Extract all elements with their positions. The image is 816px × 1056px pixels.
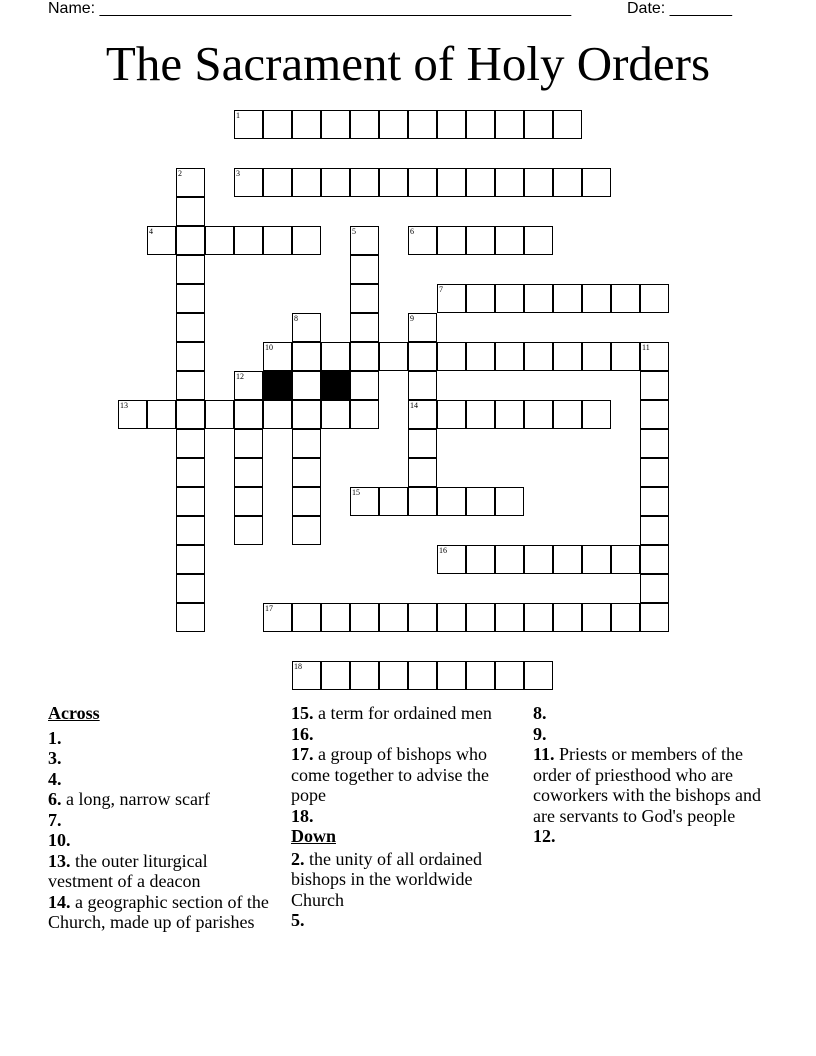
- grid-cell[interactable]: [640, 400, 669, 429]
- grid-cell[interactable]: [408, 313, 437, 342]
- grid-cell[interactable]: [408, 168, 437, 197]
- grid-cell[interactable]: [379, 487, 408, 516]
- down-clue: [533, 826, 763, 847]
- grid-cell[interactable]: [408, 458, 437, 487]
- clue-number: 6: [410, 227, 414, 236]
- clue-column-1: [48, 703, 276, 933]
- grid-cell[interactable]: [234, 110, 263, 139]
- grid-cell[interactable]: [350, 487, 379, 516]
- grid-cell[interactable]: [350, 661, 379, 690]
- clue-number: 16.: [291, 723, 314, 744]
- clue-text: a term for ordained men: [313, 703, 492, 723]
- black-square: [321, 371, 350, 400]
- down-clue: [533, 703, 763, 724]
- grid-cell[interactable]: [263, 226, 292, 255]
- clue-number: 2: [178, 169, 182, 178]
- across-heading: Across: [48, 703, 100, 723]
- grid-cell[interactable]: [582, 545, 611, 574]
- grid-cell[interactable]: [524, 110, 553, 139]
- grid-cell[interactable]: [640, 574, 669, 603]
- grid-cell[interactable]: [437, 168, 466, 197]
- grid-cell[interactable]: [292, 400, 321, 429]
- grid-cell[interactable]: [292, 603, 321, 632]
- grid-cell[interactable]: [437, 603, 466, 632]
- grid-cell[interactable]: [495, 487, 524, 516]
- grid-cell[interactable]: [176, 168, 205, 197]
- grid-cell[interactable]: [582, 603, 611, 632]
- grid-cell[interactable]: [176, 284, 205, 313]
- across-clue: [291, 744, 519, 806]
- grid-cell[interactable]: [321, 603, 350, 632]
- grid-cell[interactable]: [147, 226, 176, 255]
- grid-cell[interactable]: [176, 255, 205, 284]
- clue-number: 11.: [533, 744, 555, 764]
- grid-cell[interactable]: [263, 168, 292, 197]
- grid-cell[interactable]: [379, 603, 408, 632]
- grid-cell[interactable]: [292, 661, 321, 690]
- clue-number: 4.: [48, 768, 62, 789]
- grid-cell[interactable]: [292, 110, 321, 139]
- grid-cell[interactable]: [176, 574, 205, 603]
- clue-text: Priests or members of the order of priesthood who are coworkers with the bishops and are servants to God's people: [533, 744, 761, 826]
- grid-cell[interactable]: [176, 603, 205, 632]
- grid-cell[interactable]: [234, 429, 263, 458]
- grid-cell[interactable]: [466, 661, 495, 690]
- across-clue: [48, 789, 276, 810]
- grid-cell[interactable]: [640, 545, 669, 574]
- grid-cell[interactable]: [524, 603, 553, 632]
- grid-cell[interactable]: [640, 371, 669, 400]
- grid-cell[interactable]: [408, 371, 437, 400]
- grid-cell[interactable]: [118, 400, 147, 429]
- grid-cell[interactable]: [553, 342, 582, 371]
- clue-number: 18.: [291, 805, 314, 826]
- grid-cell[interactable]: [234, 516, 263, 545]
- clue-text: the unity of all ordained bishops in the worldwide Church: [291, 848, 482, 910]
- grid-cell[interactable]: [321, 168, 350, 197]
- grid-cell[interactable]: [234, 168, 263, 197]
- across-clue: [48, 748, 276, 769]
- grid-cell[interactable]: [350, 400, 379, 429]
- grid-cell[interactable]: [350, 168, 379, 197]
- grid-cell[interactable]: [582, 168, 611, 197]
- clue-number: 5.: [291, 910, 305, 930]
- grid-cell[interactable]: [292, 168, 321, 197]
- grid-cell[interactable]: [176, 342, 205, 371]
- grid-cell[interactable]: [640, 342, 669, 371]
- grid-cell[interactable]: [408, 487, 437, 516]
- grid-cell[interactable]: [466, 226, 495, 255]
- clue-number: 11: [642, 343, 650, 352]
- grid-cell[interactable]: [408, 429, 437, 458]
- grid-cell[interactable]: [408, 110, 437, 139]
- grid-cell[interactable]: [176, 429, 205, 458]
- grid-cell[interactable]: [292, 429, 321, 458]
- across-clue: [291, 806, 519, 827]
- grid-cell[interactable]: [292, 226, 321, 255]
- grid-cell[interactable]: [350, 110, 379, 139]
- grid-cell[interactable]: [524, 400, 553, 429]
- grid-cell[interactable]: [640, 487, 669, 516]
- grid-cell[interactable]: [350, 226, 379, 255]
- grid-cell[interactable]: [466, 284, 495, 313]
- grid-cell[interactable]: [408, 400, 437, 429]
- down-clue: [291, 910, 519, 931]
- grid-cell[interactable]: [582, 342, 611, 371]
- grid-cell[interactable]: [234, 226, 263, 255]
- grid-cell[interactable]: [640, 429, 669, 458]
- grid-cell[interactable]: [350, 255, 379, 284]
- grid-cell[interactable]: [437, 284, 466, 313]
- down-clue: [291, 849, 519, 911]
- grid-cell[interactable]: [176, 516, 205, 545]
- grid-cell[interactable]: [466, 342, 495, 371]
- across-clue: [48, 892, 276, 933]
- grid-cell[interactable]: [176, 458, 205, 487]
- grid-cell[interactable]: [437, 661, 466, 690]
- clue-text: the outer liturgical vestment of a deacon: [48, 850, 208, 891]
- clue-column-3: [533, 703, 763, 847]
- grid-cell[interactable]: [466, 110, 495, 139]
- grid-cell[interactable]: [437, 487, 466, 516]
- grid-cell[interactable]: [234, 487, 263, 516]
- clue-number: 8: [294, 314, 298, 323]
- across-clue: [291, 703, 519, 724]
- clue-text: a long, narrow scarf: [61, 789, 210, 809]
- grid-cell[interactable]: [292, 487, 321, 516]
- grid-cell[interactable]: [640, 458, 669, 487]
- grid-cell[interactable]: [176, 400, 205, 429]
- grid-cell[interactable]: [524, 545, 553, 574]
- down-clue: [533, 744, 763, 826]
- grid-cell[interactable]: [350, 284, 379, 313]
- grid-cell[interactable]: [611, 545, 640, 574]
- clue-number: 12.: [533, 826, 556, 846]
- grid-cell[interactable]: [379, 168, 408, 197]
- clue-number: 4: [149, 227, 153, 236]
- clue-number: 6.: [48, 789, 62, 809]
- grid-cell[interactable]: [292, 371, 321, 400]
- grid-cell[interactable]: [263, 603, 292, 632]
- clue-text: a geographic section of the Church, made up of parishes: [48, 891, 269, 932]
- grid-cell[interactable]: [466, 603, 495, 632]
- clue-number: 17.: [291, 744, 314, 764]
- grid-cell[interactable]: [495, 342, 524, 371]
- clue-number: 15.: [291, 703, 314, 723]
- clue-number: 5: [352, 227, 356, 236]
- grid-cell[interactable]: [321, 661, 350, 690]
- grid-cell[interactable]: [350, 313, 379, 342]
- grid-cell[interactable]: [611, 603, 640, 632]
- grid-cell[interactable]: [147, 400, 176, 429]
- grid-cell[interactable]: [234, 371, 263, 400]
- grid-cell[interactable]: [466, 545, 495, 574]
- across-clue: [48, 728, 276, 749]
- clue-number: 18: [294, 662, 302, 671]
- down-heading: Down: [291, 826, 337, 846]
- clue-number: 16: [439, 546, 447, 555]
- grid-cell[interactable]: [437, 400, 466, 429]
- grid-cell[interactable]: [292, 313, 321, 342]
- grid-cell[interactable]: [524, 168, 553, 197]
- grid-cell[interactable]: [408, 603, 437, 632]
- grid-cell[interactable]: [234, 458, 263, 487]
- grid-cell[interactable]: [321, 342, 350, 371]
- name-field[interactable]: Name: _____________________________________________________: [48, 0, 572, 17]
- grid-cell[interactable]: [437, 545, 466, 574]
- grid-cell[interactable]: [437, 342, 466, 371]
- grid-cell[interactable]: [379, 110, 408, 139]
- grid-cell[interactable]: [379, 342, 408, 371]
- grid-cell[interactable]: [611, 284, 640, 313]
- grid-cell[interactable]: [263, 342, 292, 371]
- clue-number: 2.: [291, 848, 305, 869]
- grid-cell[interactable]: [495, 284, 524, 313]
- clue-number: 9: [410, 314, 414, 323]
- grid-cell[interactable]: [234, 400, 263, 429]
- clue-number: 7: [439, 285, 443, 294]
- grid-cell[interactable]: [553, 603, 582, 632]
- grid-cell[interactable]: [321, 110, 350, 139]
- grid-cell[interactable]: [263, 400, 292, 429]
- grid-cell[interactable]: [263, 110, 292, 139]
- across-clue: [48, 851, 276, 892]
- grid-cell[interactable]: [176, 487, 205, 516]
- grid-cell[interactable]: [292, 516, 321, 545]
- clue-number: 14: [410, 401, 418, 410]
- grid-cell[interactable]: [495, 226, 524, 255]
- grid-cell[interactable]: [640, 516, 669, 545]
- clue-number: 10: [265, 343, 273, 352]
- grid-cell[interactable]: [553, 110, 582, 139]
- clue-number: 9.: [533, 723, 547, 744]
- grid-cell[interactable]: [582, 400, 611, 429]
- clue-number: 12: [236, 372, 244, 381]
- grid-cell[interactable]: [553, 545, 582, 574]
- clue-number: 3: [236, 169, 240, 178]
- grid-cell[interactable]: [205, 226, 234, 255]
- grid-cell[interactable]: [176, 197, 205, 226]
- down-clue: [533, 724, 763, 745]
- across-clue: [48, 769, 276, 790]
- grid-cell[interactable]: [466, 487, 495, 516]
- clue-number: 3.: [48, 748, 62, 768]
- grid-cell[interactable]: [437, 110, 466, 139]
- grid-cell[interactable]: [466, 400, 495, 429]
- clue-number: 8.: [533, 703, 547, 723]
- grid-cell[interactable]: [553, 400, 582, 429]
- grid-cell[interactable]: [553, 168, 582, 197]
- grid-cell[interactable]: [495, 400, 524, 429]
- grid-cell[interactable]: [495, 168, 524, 197]
- grid-cell[interactable]: [640, 603, 669, 632]
- grid-cell[interactable]: [524, 661, 553, 690]
- grid-cell[interactable]: [350, 603, 379, 632]
- clue-number: 1: [236, 111, 240, 120]
- grid-cell[interactable]: [176, 226, 205, 255]
- across-clue: [291, 724, 519, 745]
- clue-number: 10.: [48, 830, 71, 850]
- grid-cell[interactable]: [321, 400, 350, 429]
- grid-cell[interactable]: [611, 342, 640, 371]
- clue-number: 14.: [48, 891, 71, 912]
- clue-column-2: [291, 703, 519, 931]
- grid-cell[interactable]: [350, 371, 379, 400]
- grid-cell[interactable]: [292, 342, 321, 371]
- page-title: The Sacrament of Holy Orders: [105, 36, 711, 91]
- grid-cell[interactable]: [379, 661, 408, 690]
- grid-cell[interactable]: [176, 545, 205, 574]
- across-clue: [48, 830, 276, 851]
- grid-cell[interactable]: [524, 226, 553, 255]
- clue-number: 1.: [48, 727, 62, 748]
- grid-cell[interactable]: [640, 284, 669, 313]
- clue-number: 15: [352, 488, 360, 497]
- clue-number: 13: [120, 401, 128, 410]
- grid-cell[interactable]: [176, 371, 205, 400]
- grid-cell[interactable]: [495, 545, 524, 574]
- clue-number: 17: [265, 604, 273, 613]
- clue-number: 13.: [48, 850, 71, 871]
- grid-cell[interactable]: [466, 168, 495, 197]
- grid-cell[interactable]: [176, 313, 205, 342]
- across-clue: [48, 810, 276, 831]
- grid-cell[interactable]: [408, 226, 437, 255]
- grid-cell[interactable]: [408, 342, 437, 371]
- date-field[interactable]: Date: _______: [627, 0, 732, 17]
- grid-cell[interactable]: [495, 661, 524, 690]
- grid-cell[interactable]: [553, 284, 582, 313]
- grid-cell[interactable]: [495, 110, 524, 139]
- grid-cell[interactable]: [437, 226, 466, 255]
- grid-cell[interactable]: [205, 400, 234, 429]
- grid-cell[interactable]: [524, 342, 553, 371]
- grid-cell[interactable]: [495, 603, 524, 632]
- clue-text: a group of bishops who come together to advise the pope: [291, 744, 489, 805]
- grid-cell[interactable]: [582, 284, 611, 313]
- grid-cell[interactable]: [408, 661, 437, 690]
- grid-cell[interactable]: [292, 458, 321, 487]
- grid-cell[interactable]: [524, 284, 553, 313]
- grid-cell[interactable]: [350, 342, 379, 371]
- black-square: [263, 371, 292, 400]
- clue-number: 7.: [48, 809, 62, 830]
